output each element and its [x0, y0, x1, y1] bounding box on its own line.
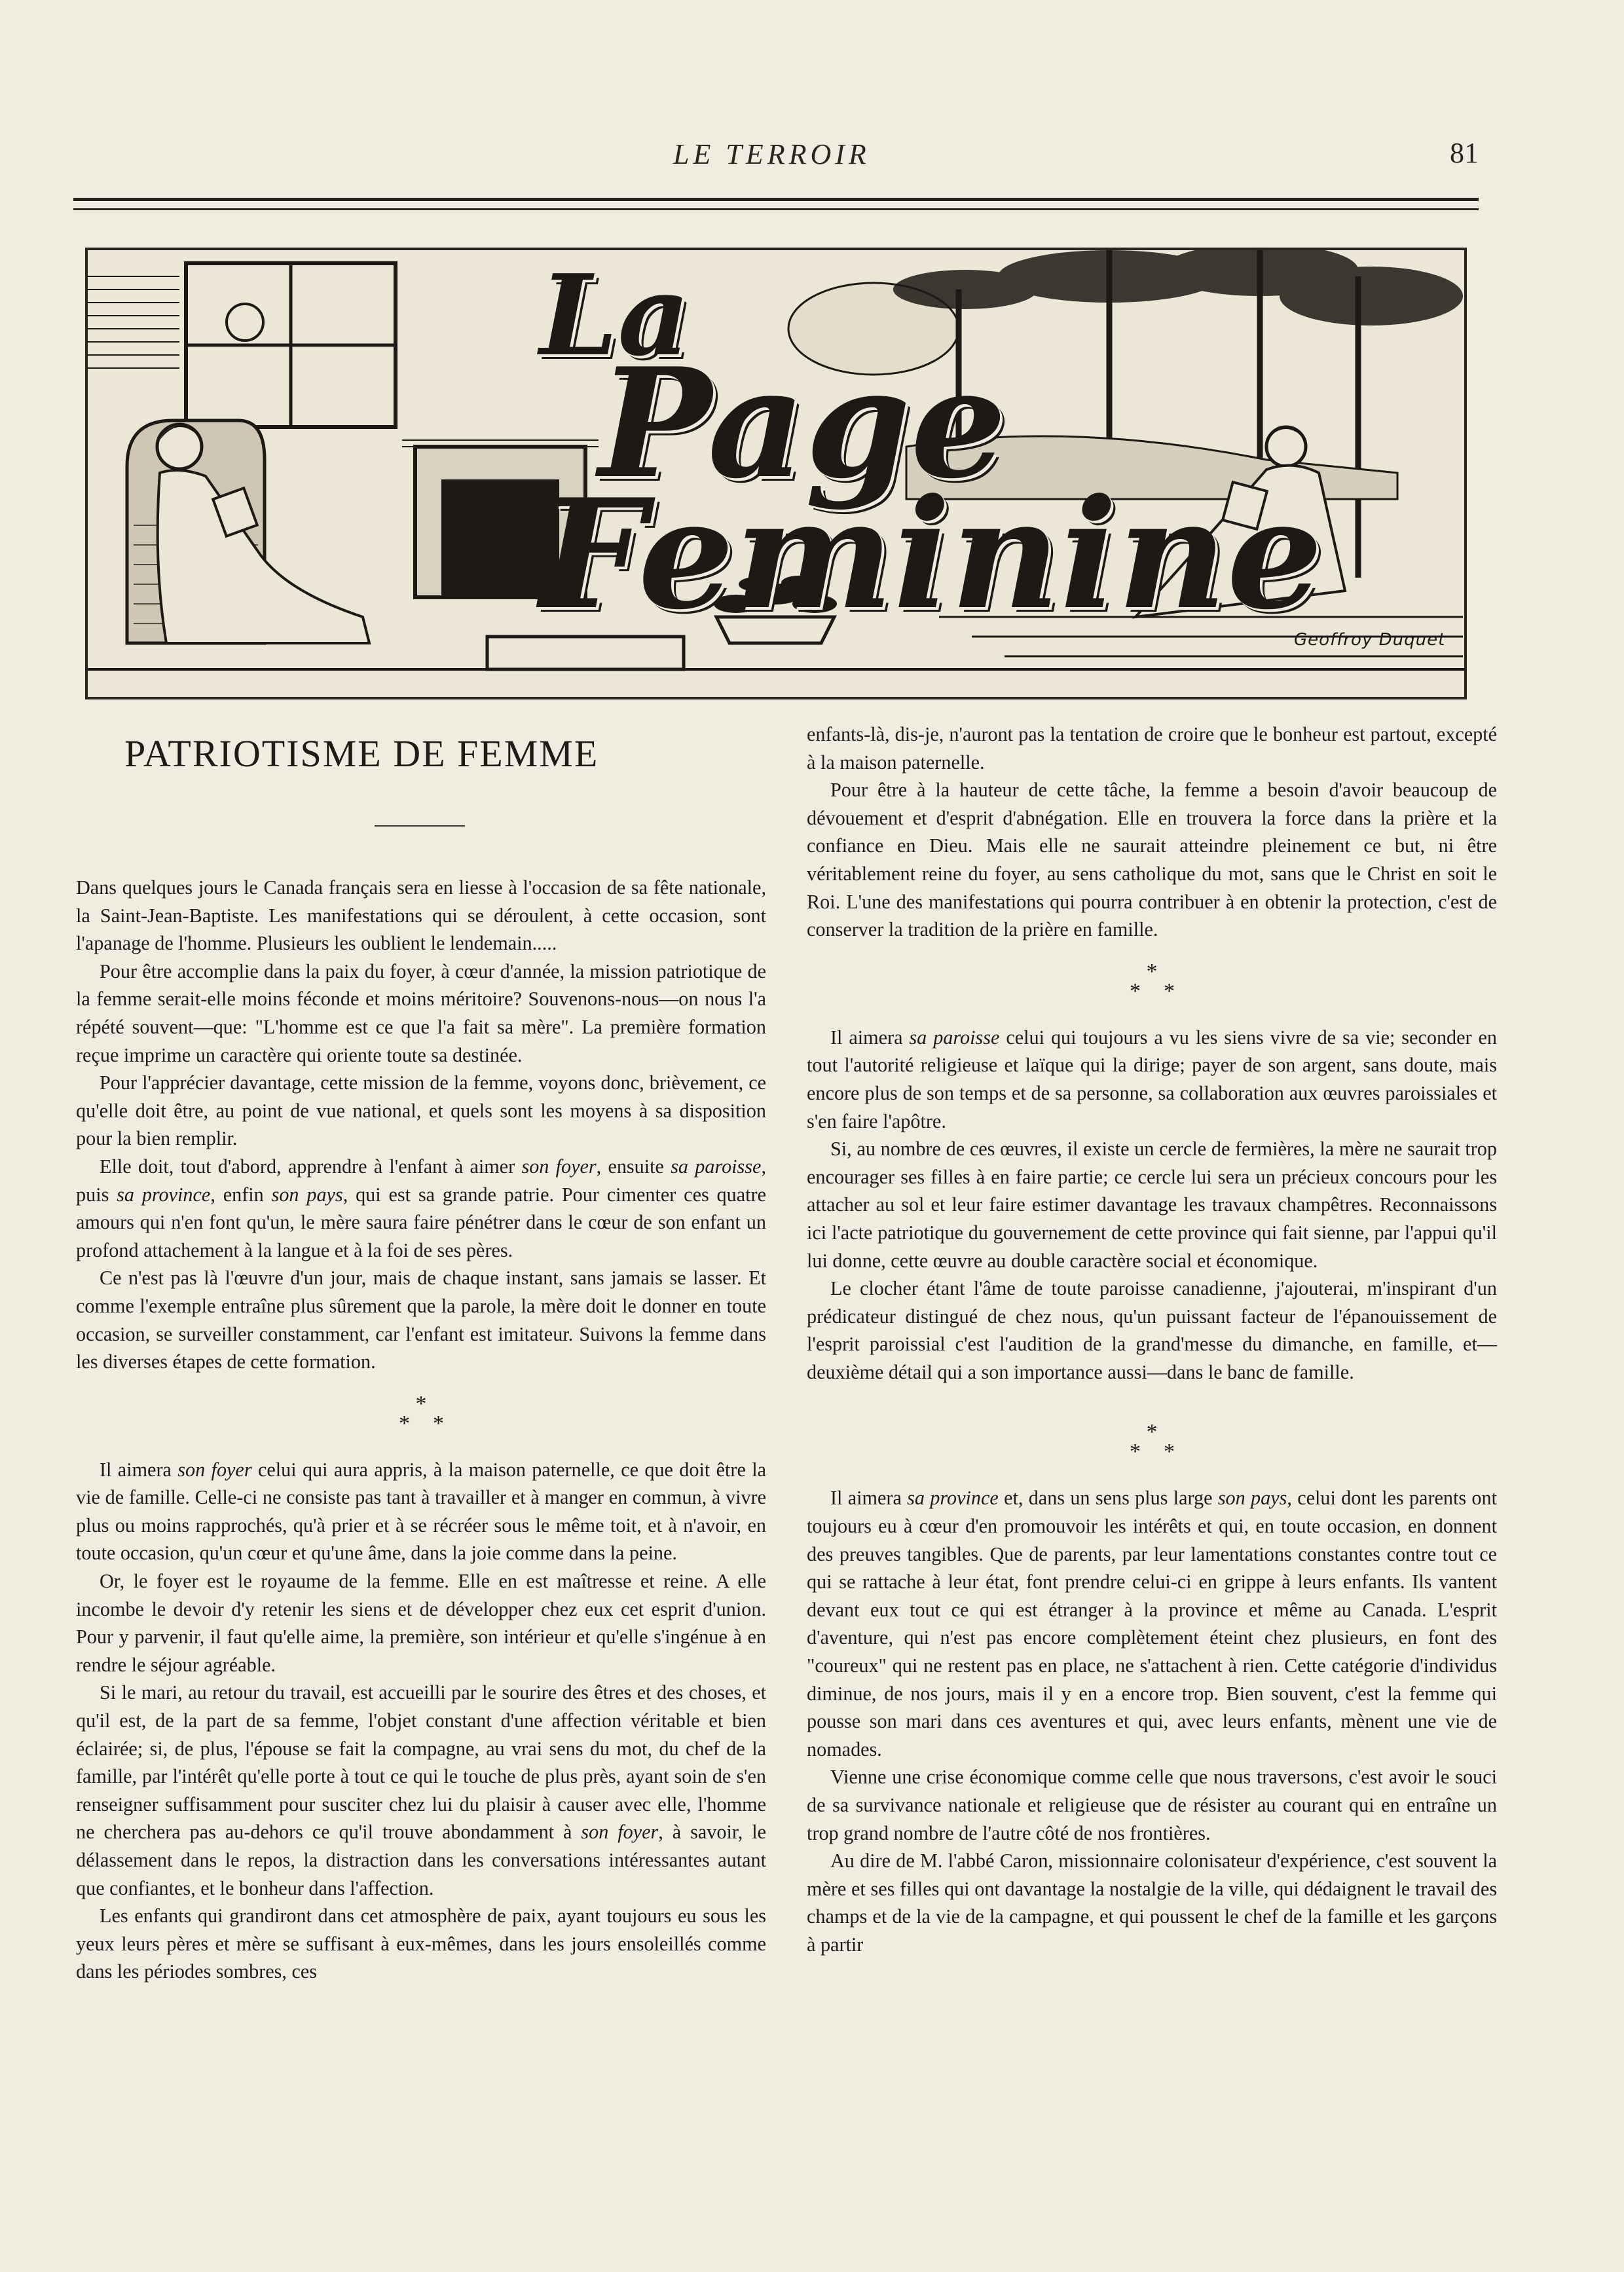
paragraph: Pour être à la hauteur de cette tâche, la femme a besoin d'avoir beaucoup de dévouement et d'esprit d'abnégation. Elle en trouvera la force dans la prière et la confiance en Dieu. Mais elle ne saurait atteindre pleinement ce but, ni être véritablement reine du foyer, au sens catholique du mot, sans que le Christ en soit le Roi. L'une des manifestations qui pourra contribuer à en obtenir la protection, c'est de conserver la tradition de la prière en famille. — [807, 779, 1497, 941]
paragraph: Vienne une crise économique comme celle que nous traversons, c'est avoir le souci de sa survivance nationale et religieuse que de résister au courant qui en entraîne un trop grand nombre de l'autre côté de nos frontières. — [807, 1766, 1497, 1844]
paragraph: Il aimera sa province et, dans un sens plus large son pays, celui dont les parents ont toujours eu à cœur d'en promouvoir les intérêts et qui, en toute occasion, en donnent des preuves tangibles. Que de parents, par leur lamentations constantes contre tout ce qui se rattache à leur état, font prendre celui-ci en grippe à leurs enfants. Ils vantent devant eux tout ce qui est étranger à la province et même au Canada. L'esprit d'aventure, qui n'est pas encore complètement éteint chez plusieurs, en font des "coureux" qui ne restent pas en place, ne s'attachent à rien. Cette catégorie d'individus diminue, de nos jours, mais il y en a encore trop. Bien souvent, c'est la femme qui pousse son mari dans ces aventures et qui, avec leurs enfants, mènent une vie de nomades. — [807, 1487, 1498, 1760]
reader-head — [157, 424, 202, 469]
moon-icon — [227, 304, 263, 341]
paragraph: Si le mari, au retour du travail, est accueilli par le sourire des êtres et des choses, et qu'il est, de la part de sa femme, l'objet constant d'une affection véritable et bien éclairée; si, de plus, l'épouse se fait la compagne, au vrai sens du mot, du chef de la famille, par l'intérêt qu'elle porte à tout ce qui le touche de plus près, ayant soin de s'en renseigner suffisamment pour susciter chez lui du plaisir à causer avec elle, l'homme ne cherchera pas au-dehors ce qu'il trouve abondamment à son foyer, à savoir, le délassement dans le repos, la distraction dans les conversations intéressantes autant que confiantes, et le bonheur dans l'affection. — [76, 1681, 767, 1899]
section-asterism: * * * — [1130, 959, 1175, 1003]
journal-title: LE TERROIR — [673, 138, 870, 170]
section-asterism: * * * — [399, 1391, 444, 1436]
paragraph: Pour être accomplie dans la paix du foyer, à cœur d'année, la mission patriotique de la femme serait-elle moins féconde et moins méritoire? Souvenons-nous—on nous l'a répété souvent—que: "L'homme est ce que l'a fait sa mère". La première formation reçue imprime un caractère qui oriente toute sa destinée. — [76, 959, 766, 1066]
paragraph: Or, le foyer est le royaume de la femme. Elle en est maîtresse et reine. A elle incombe le devoir d'y retenir les siens et de développer chez eux cet esprit d'union. Pour y parvenir, il faut qu'elle aime, la première, son intérieur et qu'elle s'ingénue à en rendre le séjour agréable. — [76, 1570, 766, 1676]
left-column — [76, 720, 766, 1986]
artist-signature: Geoffroy Duquet — [1294, 630, 1446, 650]
header-rule-thin — [73, 208, 1479, 210]
paragraph: enfants-là, dis-je, n'auront pas la tentation de croire que le bonheur est partout, excepté à la maison paternelle. — [807, 723, 1497, 773]
banner-title-la: La — [540, 250, 690, 381]
banner-title-page: Page — [599, 335, 1006, 512]
section-asterism: * * * — [1130, 1420, 1175, 1464]
paragraph: Il aimera son foyer celui qui aura appris, à la maison paternelle, ce que doit être la vie de famille. Celle-ci ne consiste pas tant à travailler et à manger en commun, à vivre plus ou moins rapprochés, qu'à prier et à se récréer sous le même toit, et à n'avoir, en toute occasion, qu'un cœur et qu'une âme, dans la joie comme dans la peine. — [76, 1458, 766, 1565]
paragraph: Elle doit, tout d'abord, apprendre à l'enfant à aimer son foyer, ensuite sa paroisse, puis sa province, enfin son pays, qui est sa grande patrie. Pour cimenter ces quatre amours qui n'en font qu'un, le mère saura faire pénétrer dans le cœur de son enfant un profond attachement à la langue et à la foi de ses pères. — [76, 1155, 766, 1261]
title-rule — [375, 825, 465, 827]
paragraph: Dans quelques jours le Canada français sera en liesse à l'occasion de sa fête nationale, la Saint-Jean-Baptiste. Les manifestations qui se déroulent, à cette occasion, sont l'apanage de l'homme. Plusieurs les oublient le lendemain..... — [76, 876, 766, 955]
page-feminine-banner — [85, 248, 1467, 699]
paragraph: Pour l'apprécier davantage, cette mission de la femme, voyons donc, brièvement, ce qu'elle doit être, au point de vue national, et quels sont les moyens à sa disposition pour la bien remplir. — [76, 1071, 766, 1150]
banner-title-feminine: Feminine — [540, 466, 1323, 643]
article-title: PATRIOTISME DE FEMME — [124, 732, 599, 775]
page-number: 81 — [1450, 137, 1479, 169]
paragraph: Le clocher étant l'âme de toute paroisse canadienne, j'ajouterai, m'inspirant d'un prédicateur distingué de chez nous, qu'un puissant facteur de l'épanouissement de l'esprit paroissial c'est l'audition de la grand'messe du dimanche, en famille, et—deuxième détail qui a son importance aussi—dans le banc de famille. — [807, 1277, 1497, 1383]
running-header — [73, 136, 1479, 182]
paragraph: Au dire de M. l'abbé Caron, missionnaire colonisateur d'expérience, c'est souvent la mère et ses filles qui ont davantage la nostalgie de la ville, qui dédaignent le travail des champs et de la vie de la campagne, et qui poussent le chef de la famille et les garçons à partir — [807, 1850, 1497, 1956]
paragraph: Les enfants qui grandiront dans cet atmosphère de paix, ayant toujours eu sous les yeux leurs pères et mère se suffisant à eux-mêmes, dans les jours ensoleillés comme dans les périodes sombres, ces — [76, 1905, 766, 1983]
paragraph: Si, au nombre de ces œuvres, il existe un cercle de fermières, la mère ne saurait trop encourager ses filles à en faire partie; ce cercle lui sera un précieux concours pour les attacher au sol et leur faire estimer davantage les travaux champêtres. Reconnaissons ici l'acte patriotique du gouvernement de cette province qui fait sienne, par l'appui qu'il lui donne, cette œuvre au double caractère social et économique. — [807, 1138, 1497, 1272]
paragraph: Il aimera sa paroisse celui qui toujours a vu les siens vivre de sa vie; seconder en tout l'autorité religieuse et laïque qui la dirige; payer de son argent, sans doute, mais encore plus de son temps et de sa personne, sa collaboration aux œuvres paroissiales et s'en faire l'apôtre. — [807, 1026, 1498, 1132]
right-column — [807, 720, 1497, 1959]
header-rule-thick — [73, 198, 1479, 201]
paragraph: Ce n'est pas là l'œuvre d'un jour, mais de chaque instant, sans jamais se lasser. Et comme l'exemple entraîne plus sûrement que la parole, la mère doit le donner en toute occasion, se surveiller constamment, car l'enfant est imitateur. Suivons la femme dans les diverses étapes de cette formation. — [76, 1267, 766, 1373]
